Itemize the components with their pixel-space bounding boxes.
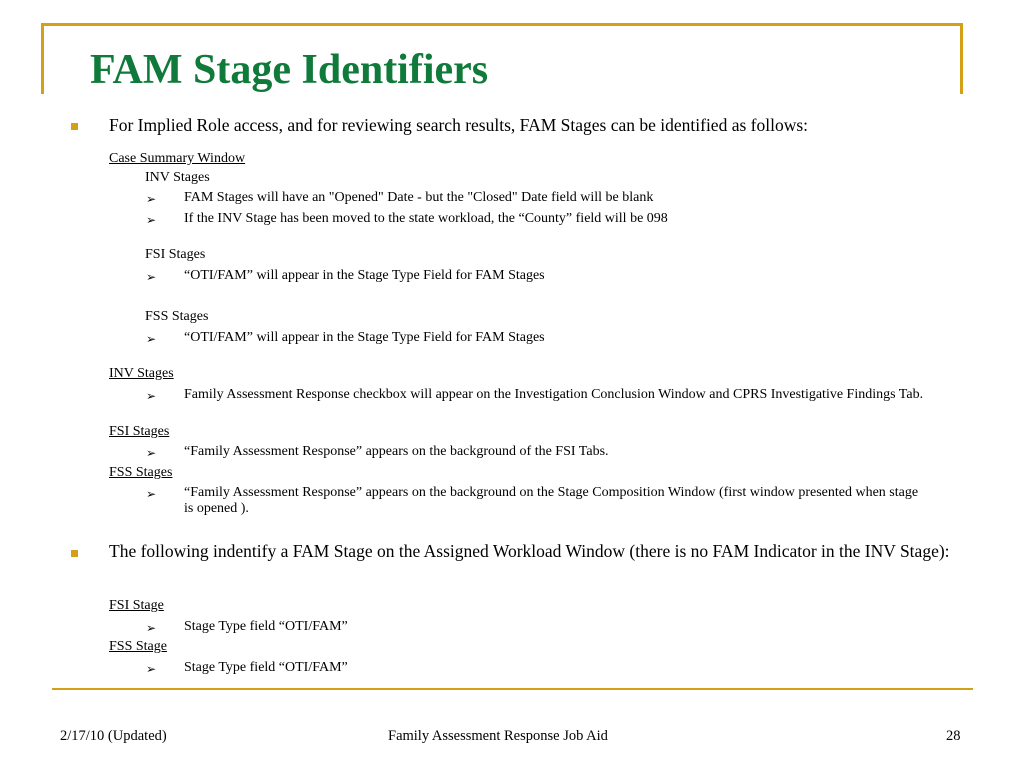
footer-date: 2/17/10 (Updated) bbox=[60, 728, 167, 744]
bullet-2-fsi-heading: FSI Stage bbox=[109, 598, 164, 613]
fss-stages-heading: FSS Stages bbox=[109, 465, 173, 480]
bullet-2-fss-item: Stage Type field “OTI/FAM” bbox=[184, 660, 348, 675]
arrow-bullet-icon: ➢ bbox=[146, 389, 157, 403]
inv-item-1: FAM Stages will have an "Opened" Date - but the "Closed" Date field will be blank bbox=[184, 190, 654, 205]
case-summary-fss-label: FSS Stages bbox=[145, 309, 209, 324]
frame-right-bar bbox=[960, 23, 963, 94]
case-summary-heading: Case Summary Window bbox=[109, 151, 246, 166]
inv-stages-item: Family Assessment Response checkbox will appear on the Investigation Conclusion Window and CPRS Investigative Findings Tab. bbox=[184, 387, 924, 402]
page-number: 28 bbox=[946, 728, 961, 744]
case-summary-inv-label: INV Stages bbox=[145, 170, 210, 185]
inv-stages-heading: INV Stages bbox=[109, 366, 174, 381]
bullet-2-text: The following indentify a FAM Stage on the Assigned Workload Window (there is no FAM Indicator in the INV Stage): bbox=[109, 541, 950, 561]
fss-item-1: “OTI/FAM” will appear in the Stage Type Field for FAM Stages bbox=[184, 330, 545, 345]
frame-left-bar bbox=[41, 23, 44, 94]
bullet-1-text: For Implied Role access, and for reviewing search results, FAM Stages can be identified as follows: bbox=[109, 115, 809, 135]
bullet-2-fsi-item: Stage Type field “OTI/FAM” bbox=[184, 619, 348, 634]
square-bullet-icon bbox=[71, 123, 78, 130]
arrow-bullet-icon: ➢ bbox=[146, 621, 157, 635]
bullet-2-fss-heading: FSS Stage bbox=[109, 639, 167, 654]
fsi-item-1: “OTI/FAM” will appear in the Stage Type Field for FAM Stages bbox=[184, 268, 545, 283]
case-summary-fsi-label: FSI Stages bbox=[145, 247, 206, 262]
fsi-stages-item: “Family Assessment Response” appears on the background of the FSI Tabs. bbox=[184, 444, 609, 459]
footer-divider bbox=[52, 688, 973, 690]
arrow-bullet-icon: ➢ bbox=[146, 662, 157, 676]
arrow-bullet-icon: ➢ bbox=[146, 270, 157, 284]
arrow-bullet-icon: ➢ bbox=[146, 446, 157, 460]
arrow-bullet-icon: ➢ bbox=[146, 192, 157, 206]
arrow-bullet-icon: ➢ bbox=[146, 213, 157, 227]
footer-title: Family Assessment Response Job Aid bbox=[388, 728, 608, 744]
arrow-bullet-icon: ➢ bbox=[146, 487, 157, 501]
square-bullet-icon bbox=[71, 550, 78, 557]
fsi-stages-heading: FSI Stages bbox=[109, 424, 170, 439]
inv-item-2: If the INV Stage has been moved to the state workload, the “County” field will be 098 bbox=[184, 211, 668, 226]
arrow-bullet-icon: ➢ bbox=[146, 332, 157, 346]
fss-stages-item: “Family Assessment Response” appears on the background on the Stage Composition Window (first window presented when stage is opened ). bbox=[184, 485, 919, 516]
frame-top-bar bbox=[41, 23, 963, 26]
slide-title: FAM Stage Identifiers bbox=[90, 47, 489, 93]
